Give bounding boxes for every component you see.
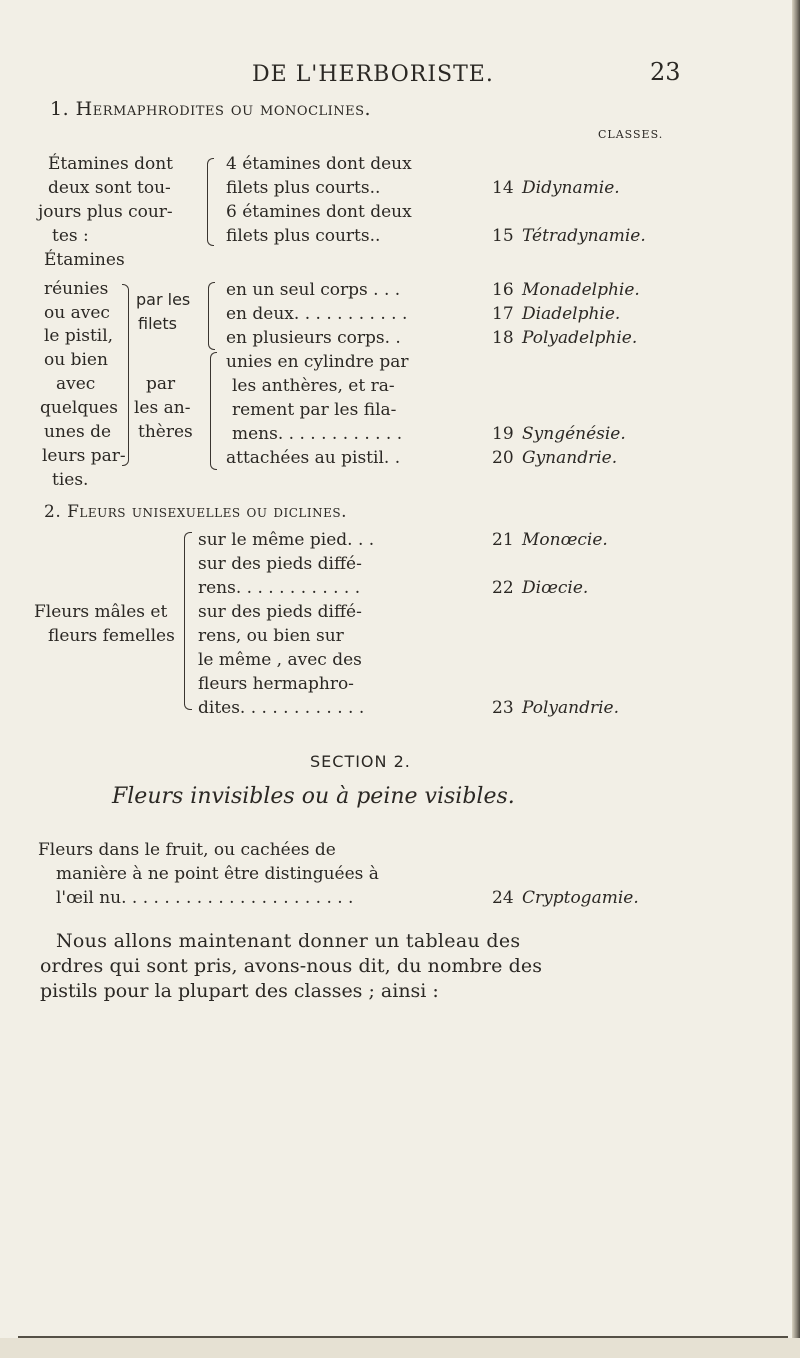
label-les-an: les an-: [134, 398, 191, 418]
label-jours-plus: jours plus cour-: [38, 202, 173, 222]
row-text: sur des pieds diffé-: [198, 554, 362, 574]
label-unes-de: unes de: [44, 422, 112, 442]
class-name: Gynandrie.: [522, 448, 618, 468]
bottom-band: [0, 1338, 800, 1358]
row-text: en deux. . . . . . . . . . .: [226, 304, 408, 324]
label-ou-avec: ou avec: [44, 303, 110, 323]
class-name: Polyandrie.: [522, 698, 620, 718]
label-ties: ties.: [52, 470, 89, 490]
class-name: Monœcie.: [522, 530, 608, 550]
label-quelques: quelques: [40, 398, 118, 418]
brace-didynamie: [207, 158, 214, 246]
row-text: en un seul corps . . .: [226, 280, 401, 300]
brace-reunies: [122, 284, 129, 466]
row-text: fleurs hermaphro-: [198, 674, 354, 694]
label-fleurs-femelles: fleurs femelles: [48, 626, 175, 646]
section2-heading: 2. Fleurs unisexuelles ou diclines.: [44, 502, 347, 522]
running-title: DE L'HERBORISTE.: [252, 62, 494, 87]
class-number: 19: [492, 424, 514, 444]
class-name: Polyadelphie.: [522, 328, 638, 348]
crypto-line3: l'œil nu. . . . . . . . . . . . . . . . . . . . . .: [56, 888, 354, 908]
row-text: dites. . . . . . . . . . . .: [198, 698, 365, 718]
label-etamines2: Étamines: [44, 250, 125, 270]
class-name: Cryptogamie.: [522, 888, 639, 908]
section1-heading: 1. Hermaphrodites ou monoclines.: [50, 98, 372, 120]
subtitle: Fleurs invisibles ou à peine visibles.: [112, 784, 515, 809]
class-number: 16: [492, 280, 514, 300]
row-text: 6 étamines dont deux: [226, 202, 412, 222]
label-deux-sont: deux sont tou-: [48, 178, 171, 198]
class-number: 21: [492, 530, 514, 550]
label-etamines-dont: Étamines dont: [48, 154, 173, 174]
label-par-les: par les: [136, 290, 191, 309]
class-name: Tétradynamie.: [522, 226, 646, 246]
page-edge: [792, 0, 800, 1358]
row-text: mens. . . . . . . . . . . .: [232, 424, 403, 444]
paragraph-line: pistils pour la plupart des classes ; ainsi :: [40, 980, 439, 1002]
paragraph-line: ordres qui sont pris, avons-nous dit, du nombre des: [40, 955, 543, 977]
page-number: 23: [650, 58, 681, 86]
label-theres: thères: [138, 422, 193, 442]
row-text: filets plus courts..: [226, 178, 381, 198]
class-name: Syngénésie.: [522, 424, 626, 444]
row-text: rement par les fila-: [232, 400, 397, 420]
class-name: Diadelphie.: [522, 304, 621, 324]
class-number: 18: [492, 328, 514, 348]
row-text: attachées au pistil. .: [226, 448, 401, 468]
label-filets: filets: [138, 314, 177, 333]
class-number: 20: [492, 448, 514, 468]
class-name: Diœcie.: [522, 578, 589, 598]
row-text: le même , avec des: [198, 650, 362, 670]
crypto-line1: Fleurs dans le fruit, ou cachées de: [38, 840, 336, 860]
brace-diclines: [184, 532, 192, 710]
label-leurs-par: leurs par-: [42, 446, 126, 466]
label-ou-bien: ou bien: [44, 350, 108, 370]
label-par: par: [146, 374, 176, 394]
class-number: 17: [492, 304, 514, 324]
class-name: Monadelphie.: [522, 280, 640, 300]
row-text: unies en cylindre par: [226, 352, 409, 372]
label-le-pistil: le pistil,: [44, 326, 114, 346]
class-number: 24: [492, 888, 514, 908]
row-text: en plusieurs corps. .: [226, 328, 401, 348]
row-text: les anthères, et ra-: [232, 376, 395, 396]
brace-antheres: [210, 352, 217, 470]
row-text: sur le même pied. . .: [198, 530, 375, 550]
row-text: filets plus courts..: [226, 226, 381, 246]
class-number: 22: [492, 578, 514, 598]
class-number: 14: [492, 178, 514, 198]
label-fleurs-males: Fleurs mâles et: [34, 602, 168, 622]
row-text: rens, ou bien sur: [198, 626, 344, 646]
label-reunies: réunies: [44, 279, 109, 299]
row-text: 4 étamines dont deux: [226, 154, 412, 174]
row-text: rens. . . . . . . . . . . .: [198, 578, 361, 598]
label-tes: tes :: [52, 226, 89, 246]
label-avec: avec: [56, 374, 96, 394]
class-number: 15: [492, 226, 514, 246]
crypto-line2: manière à ne point être distinguées à: [56, 864, 379, 884]
class-name: Didynamie.: [522, 178, 620, 198]
section-title: SECTION 2.: [310, 752, 411, 771]
row-text: sur des pieds diffé-: [198, 602, 362, 622]
class-number: 23: [492, 698, 514, 718]
classes-label: CLASSES.: [598, 128, 664, 141]
brace-filets: [208, 282, 215, 350]
paragraph-line: Nous allons maintenant donner un tableau des: [56, 930, 521, 952]
